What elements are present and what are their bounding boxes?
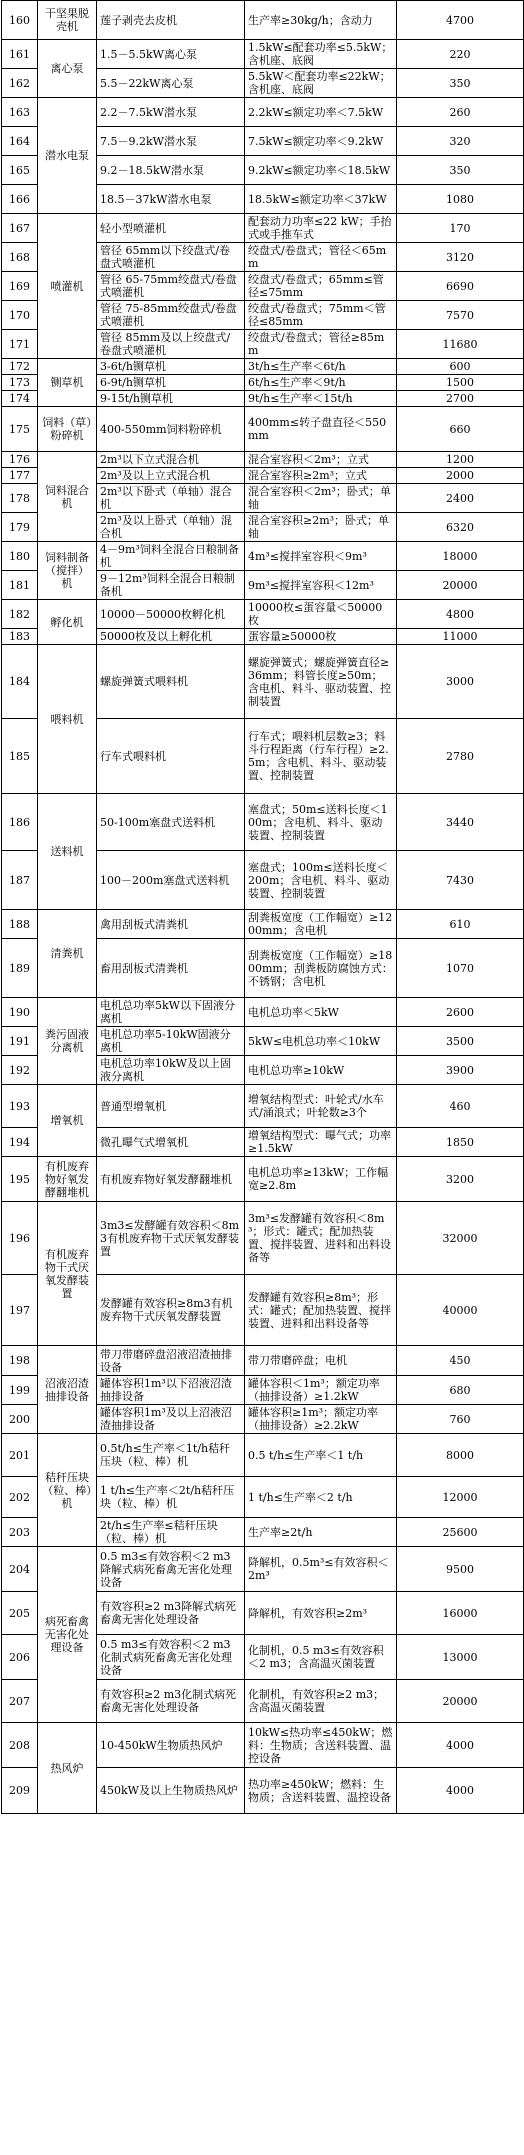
product-spec: 9t/h≤生产率＜15t/h [245,391,397,407]
subsidy-amount: 450 [397,1346,524,1376]
product-spec: 绞盘式/卷盘式；管径≥85mm [245,330,397,359]
subsidy-amount: 3000 [397,645,524,719]
product-name: 6-9t/h铡草机 [97,375,245,391]
subsidy-amount: 20000 [397,571,524,600]
product-name: 轻小型喷灌机 [97,214,245,243]
product-spec: 混合室容积＜2m³；立式 [245,452,397,468]
product-spec: 10kW≤热功率≤450kW；燃料：生物质；含送料装置、温控设备 [245,1723,397,1768]
row-number: 193 [2,1085,38,1128]
row-number: 181 [2,571,38,600]
subsidy-amount: 13000 [397,1635,524,1680]
product-name: 2.2－7.5kW潜水泵 [97,98,245,127]
row-number: 187 [2,851,38,910]
row-number: 182 [2,600,38,629]
subsidy-amount: 6690 [397,272,524,301]
subsidy-amount: 6320 [397,513,524,542]
product-name: 5.5－22kW离心泵 [97,69,245,98]
table-row [2,542,524,571]
product-name: 畜用刮板式清粪机 [97,939,245,998]
subsidy-amount: 4000 [397,1723,524,1768]
subsidy-amount: 350 [397,156,524,185]
category-name: 清粪机 [38,910,97,998]
subsidy-amount: 610 [397,910,524,939]
subsidy-amount: 3200 [397,1157,524,1202]
product-name: 电机总功率5kW以下固液分离机 [97,998,245,1027]
product-name: 1 t/h≤生产率＜2t/h秸秆压块（粒、棒）机 [97,1477,245,1518]
table-row [2,910,524,939]
product-name: 管径 85mm及以上绞盘式/卷盘式喷灌机 [97,330,245,359]
subsidy-amount: 2780 [397,719,524,794]
row-number: 180 [2,542,38,571]
row-number: 208 [2,1723,38,1768]
row-number: 192 [2,1056,38,1085]
product-name: 1.5－5.5kW离心泵 [97,40,245,69]
table-body [2,1,524,1814]
product-spec: 0.5 t/h≤生产率＜1 t/h [245,1434,397,1477]
subsidy-amount: 170 [397,214,524,243]
subsidy-amount: 2400 [397,484,524,513]
product-name: 莲子剥壳去皮机 [97,1,245,40]
row-number: 171 [2,330,38,359]
row-number: 195 [2,1157,38,1202]
subsidy-amount: 2700 [397,391,524,407]
category-name: 病死畜禽无害化处理设备 [38,1547,97,1723]
subsidy-amount: 660 [397,407,524,452]
table-row [2,1157,524,1202]
table-row [2,40,524,69]
subsidy-amount: 460 [397,1085,524,1128]
product-spec: 10000枚≤蛋容量＜50000枚 [245,600,397,629]
row-number: 196 [2,1202,38,1275]
row-number: 176 [2,452,38,468]
subsidy-amount: 600 [397,359,524,375]
product-name: 普通型增氧机 [97,1085,245,1128]
product-name: 7.5－9.2kW潜水泵 [97,127,245,156]
category-name: 沼液沼渣抽排设备 [38,1346,97,1434]
row-number: 201 [2,1434,38,1477]
category-name: 增氧机 [38,1085,97,1157]
row-number: 179 [2,513,38,542]
product-name: 10000－50000枚孵化机 [97,600,245,629]
subsidy-amount: 25600 [397,1518,524,1547]
row-number: 172 [2,359,38,375]
row-number: 164 [2,127,38,156]
product-spec: 混合室容积＜2m³；卧式；单轴 [245,484,397,513]
category-name: 离心泵 [38,40,97,98]
product-spec: 电机总功率≥13kW；工作幅宽≥2.8m [245,1157,397,1202]
row-number: 175 [2,407,38,452]
row-number: 209 [2,1768,38,1814]
product-spec: 400mm≤转子盘直径＜550mm [245,407,397,452]
category-name: 送料机 [38,794,97,910]
row-number: 202 [2,1477,38,1518]
table-row [2,1547,524,1592]
row-number: 190 [2,998,38,1027]
product-name: 管径 65mm以下绞盘式/卷盘式喷灌机 [97,243,245,272]
product-spec: 生产率≥30kg/h；含动力 [245,1,397,40]
table-row [2,1346,524,1376]
product-name: 禽用刮板式清粪机 [97,910,245,939]
row-number: 161 [2,40,38,69]
product-spec: 混合室容积≥2m³；卧式；单轴 [245,513,397,542]
product-spec: 化制机，有效容积≥2 m3；含高温灭菌装置 [245,1680,397,1723]
row-number: 167 [2,214,38,243]
row-number: 188 [2,910,38,939]
product-spec: 化制机，0.5 m3≤有效容积＜2 m3；含高温灭菌装置 [245,1635,397,1680]
product-spec: 5kW≤电机总功率＜10kW [245,1027,397,1056]
product-spec: 罐体容积≥1m³；额定功率（抽排设备）≥2.2kW [245,1405,397,1434]
subsidy-amount: 32000 [397,1202,524,1275]
product-spec: 行车式；喂料机层数≥3；料斗行程距离（行车行程）≥2.5m；含电机、料斗、驱动装置、控制装置 [245,719,397,794]
row-number: 186 [2,794,38,851]
subsidy-amount: 1850 [397,1128,524,1157]
row-number: 162 [2,69,38,98]
product-spec: 配套动力功率≤22 kW；手抬式或手推车式 [245,214,397,243]
table-row [2,645,524,719]
product-spec: 18.5kW≤额定功率＜37kW [245,185,397,214]
product-spec: 5.5kW＜配套功率≤22kW；含机座、底阀 [245,69,397,98]
subsidy-amount: 9500 [397,1547,524,1592]
subsidy-amount: 4700 [397,1,524,40]
product-name: 0.5 m3≤有效容积＜2 m3化制式病死畜禽无害化处理设备 [97,1635,245,1680]
row-number: 168 [2,243,38,272]
product-name: 2m³以下卧式（单轴）混合机 [97,484,245,513]
category-name: 喂料机 [38,645,97,794]
subsidy-amount: 260 [397,98,524,127]
product-spec: 3m³≤发酵罐有效容积＜8m³；形式：罐式；配加热装置、搅拌装置、进料和出料设备等 [245,1202,397,1275]
row-number: 183 [2,629,38,645]
row-number: 205 [2,1592,38,1635]
subsidy-amount: 1080 [397,185,524,214]
product-spec: 塞盘式；100m≤送料长度＜200m；含电机、料斗、驱动装置、控制装置 [245,851,397,910]
product-spec: 降解机，有效容积≥2m³ [245,1592,397,1635]
subsidy-amount: 1070 [397,939,524,998]
subsidy-amount: 16000 [397,1592,524,1635]
row-number: 185 [2,719,38,794]
category-name: 有机废弃物好氧发酵翻堆机 [38,1157,97,1202]
table-row [2,407,524,452]
product-name: 电机总功率5-10kW固液分离机 [97,1027,245,1056]
subsidy-amount: 1500 [397,375,524,391]
subsidy-amount: 680 [397,1376,524,1405]
product-name: 管径 65-75mm绞盘式/卷盘式喷灌机 [97,272,245,301]
subsidy-amount: 11000 [397,629,524,645]
row-number: 163 [2,98,38,127]
row-number: 174 [2,391,38,407]
subsidy-amount: 18000 [397,542,524,571]
subsidy-amount: 7430 [397,851,524,910]
product-name: 9.2－18.5kW潜水泵 [97,156,245,185]
row-number: 194 [2,1128,38,1157]
subsidy-amount: 220 [397,40,524,69]
product-name: 9－12m³饲料全混合日粮制备机 [97,571,245,600]
product-spec: 绞盘式/卷盘式；管径＜65mm [245,243,397,272]
product-name: 2t/h≤生产率≤秸秆压块（粒、棒）机 [97,1518,245,1547]
row-number: 204 [2,1547,38,1592]
product-name: 行车式喂料机 [97,719,245,794]
category-name: 粪污固液分离机 [38,998,97,1085]
category-name: 干坚果脱壳机 [38,1,97,40]
subsidy-amount: 7570 [397,301,524,330]
product-spec: 罐体容积＜1m³；额定功率（抽排设备）≥1.2kW [245,1376,397,1405]
subsidy-amount: 4000 [397,1768,524,1814]
subsidy-price-table [1,0,524,1814]
product-name: 0.5 m3≤有效容积＜2 m3降解式病死畜禽无害化处理设备 [97,1547,245,1592]
category-name: 有机废弃物干式厌氧发酵装置 [38,1202,97,1346]
table-row [2,1085,524,1128]
table-row [2,1202,524,1275]
product-name: 18.5－37kW潜水电泵 [97,185,245,214]
table-row [2,214,524,243]
subsidy-amount: 320 [397,127,524,156]
row-number: 203 [2,1518,38,1547]
product-spec: 9.2kW≤额定功率＜18.5kW [245,156,397,185]
row-number: 166 [2,185,38,214]
subsidy-amount: 2000 [397,468,524,484]
subsidy-amount: 11680 [397,330,524,359]
category-name: 铡草机 [38,359,97,407]
product-spec: 塞盘式；50m≤送料长度＜100m；含电机、料斗、驱动装置、控制装置 [245,794,397,851]
row-number: 191 [2,1027,38,1056]
subsidy-amount: 4800 [397,600,524,629]
subsidy-amount: 8000 [397,1434,524,1477]
category-name: 饲料制备（搅拌）机 [38,542,97,600]
subsidy-amount: 350 [397,69,524,98]
subsidy-amount: 3500 [397,1027,524,1056]
category-name: 孵化机 [38,600,97,645]
product-name: 管径 75-85mm绞盘式/卷盘式喷灌机 [97,301,245,330]
product-name: 电机总功率10kW及以上固液分离机 [97,1056,245,1085]
category-name: 热风炉 [38,1723,97,1814]
product-name: 罐体容积1m³及以上沼液沼渣抽排设备 [97,1405,245,1434]
table-row [2,452,524,468]
category-name: 喷灌机 [38,214,97,359]
row-number: 207 [2,1680,38,1723]
subsidy-amount: 1200 [397,452,524,468]
product-spec: 6t/h≤生产率＜9t/h [245,375,397,391]
row-number: 189 [2,939,38,998]
product-name: 2m³及以上立式混合机 [97,468,245,484]
table-row [2,600,524,629]
product-name: 100－200m塞盘式送料机 [97,851,245,910]
row-number: 160 [2,1,38,40]
row-number: 173 [2,375,38,391]
row-number: 170 [2,301,38,330]
category-name: 潜水电泵 [38,98,97,214]
product-spec: 7.5kW≤额定功率＜9.2kW [245,127,397,156]
product-spec: 4m³≤搅拌室容积＜9m³ [245,542,397,571]
product-name: 罐体容积1m³以下沼液沼渣抽排设备 [97,1376,245,1405]
product-spec: 混合室容积≥2m³；立式 [245,468,397,484]
product-name: 带刀带磨碎盘沼液沼渣抽排设备 [97,1346,245,1376]
table-row [2,794,524,851]
row-number: 206 [2,1635,38,1680]
product-name: 发酵罐有效容积≥8m3有机废弃物干式厌氧发酵装置 [97,1275,245,1346]
row-number: 169 [2,272,38,301]
row-number: 184 [2,645,38,719]
row-number: 165 [2,156,38,185]
product-spec: 生产率≥2t/h [245,1518,397,1547]
product-spec: 电机总功率≥10kW [245,1056,397,1085]
table-row [2,98,524,127]
product-name: 2m³及以上卧式（单轴）混合机 [97,513,245,542]
subsidy-amount: 2600 [397,998,524,1027]
subsidy-amount: 3120 [397,243,524,272]
product-spec: 9m³≤搅拌室容积＜12m³ [245,571,397,600]
product-name: 有效容积≥2 m3化制式病死畜禽无害化处理设备 [97,1680,245,1723]
table-row [2,359,524,375]
category-name: 饲料（草）粉碎机 [38,407,97,452]
product-name: 50-100m塞盘式送料机 [97,794,245,851]
subsidy-amount: 760 [397,1405,524,1434]
product-name: 0.5t/h≤生产率＜1t/h秸秆压块（粒、棒）机 [97,1434,245,1477]
table-row [2,998,524,1027]
product-spec: 绞盘式/卷盘式；65mm≤管径≤75mm [245,272,397,301]
product-name: 400-550mm饲料粉碎机 [97,407,245,452]
product-name: 有机废弃物好氧发酵翻堆机 [97,1157,245,1202]
subsidy-amount: 20000 [397,1680,524,1723]
product-spec: 3t/h≤生产率＜6t/h [245,359,397,375]
row-number: 177 [2,468,38,484]
category-name: 饲料混合机 [38,452,97,542]
product-spec: 螺旋弹簧式；螺旋弹簧直径≥36mm；料管长度≥50m；含电机、料斗、驱动装置、控制装置 [245,645,397,719]
row-number: 178 [2,484,38,513]
product-name: 2m³以下立式混合机 [97,452,245,468]
product-name: 微孔曝气式增氧机 [97,1128,245,1157]
product-name: 450kW及以上生物质热风炉 [97,1768,245,1814]
row-number: 198 [2,1346,38,1376]
product-name: 有效容积≥2 m3降解式病死畜禽无害化处理设备 [97,1592,245,1635]
product-name: 10-450kW生物质热风炉 [97,1723,245,1768]
product-spec: 电机总功率＜5kW [245,998,397,1027]
subsidy-amount: 3440 [397,794,524,851]
product-spec: 1 t/h≤生产率＜2 t/h [245,1477,397,1518]
product-spec: 2.2kW≤额定功率＜7.5kW [245,98,397,127]
subsidy-amount: 40000 [397,1275,524,1346]
category-name: 秸秆压块（粒、棒）机 [38,1434,97,1547]
product-spec: 增氧结构型式：叶轮式/水车式/涌浪式；叶轮数≥3个 [245,1085,397,1128]
product-spec: 发酵罐有效容积≥8m³；形式：罐式；配加热装置、搅拌装置、进料和出料设备等 [245,1275,397,1346]
table-row [2,1,524,40]
table-row [2,1434,524,1477]
table-row [2,1723,524,1768]
subsidy-amount: 3900 [397,1056,524,1085]
product-name: 螺旋弹簧式喂料机 [97,645,245,719]
subsidy-amount: 12000 [397,1477,524,1518]
product-name: 50000枚及以上孵化机 [97,629,245,645]
product-spec: 1.5kW≤配套功率≤5.5kW；含机座、底阀 [245,40,397,69]
product-spec: 刮粪板宽度（工作幅宽）≥1800mm；刮粪板防腐蚀方式：不锈钢；含电机 [245,939,397,998]
product-spec: 蛋容量≥50000枚 [245,629,397,645]
row-number: 199 [2,1376,38,1405]
product-name: 4－9m³饲料全混合日粮制备机 [97,542,245,571]
product-name: 3-6t/h铡草机 [97,359,245,375]
product-spec: 降解机，0.5m³≤有效容积＜2m³ [245,1547,397,1592]
product-spec: 刮粪板宽度（工作幅宽）≥1200mm；含电机 [245,910,397,939]
product-spec: 带刀带磨碎盘；电机 [245,1346,397,1376]
row-number: 197 [2,1275,38,1346]
product-name: 9-15t/h铡草机 [97,391,245,407]
product-name: 3m3≤发酵罐有效容积＜8m3有机废弃物干式厌氧发酵装置 [97,1202,245,1275]
row-number: 200 [2,1405,38,1434]
product-spec: 绞盘式/卷盘式；75mm＜管径≤85mm [245,301,397,330]
product-spec: 增氧结构型式：曝气式；功率≥1.5kW [245,1128,397,1157]
product-spec: 热功率≥450kW；燃料：生物质；含送料装置、温控设备 [245,1768,397,1814]
